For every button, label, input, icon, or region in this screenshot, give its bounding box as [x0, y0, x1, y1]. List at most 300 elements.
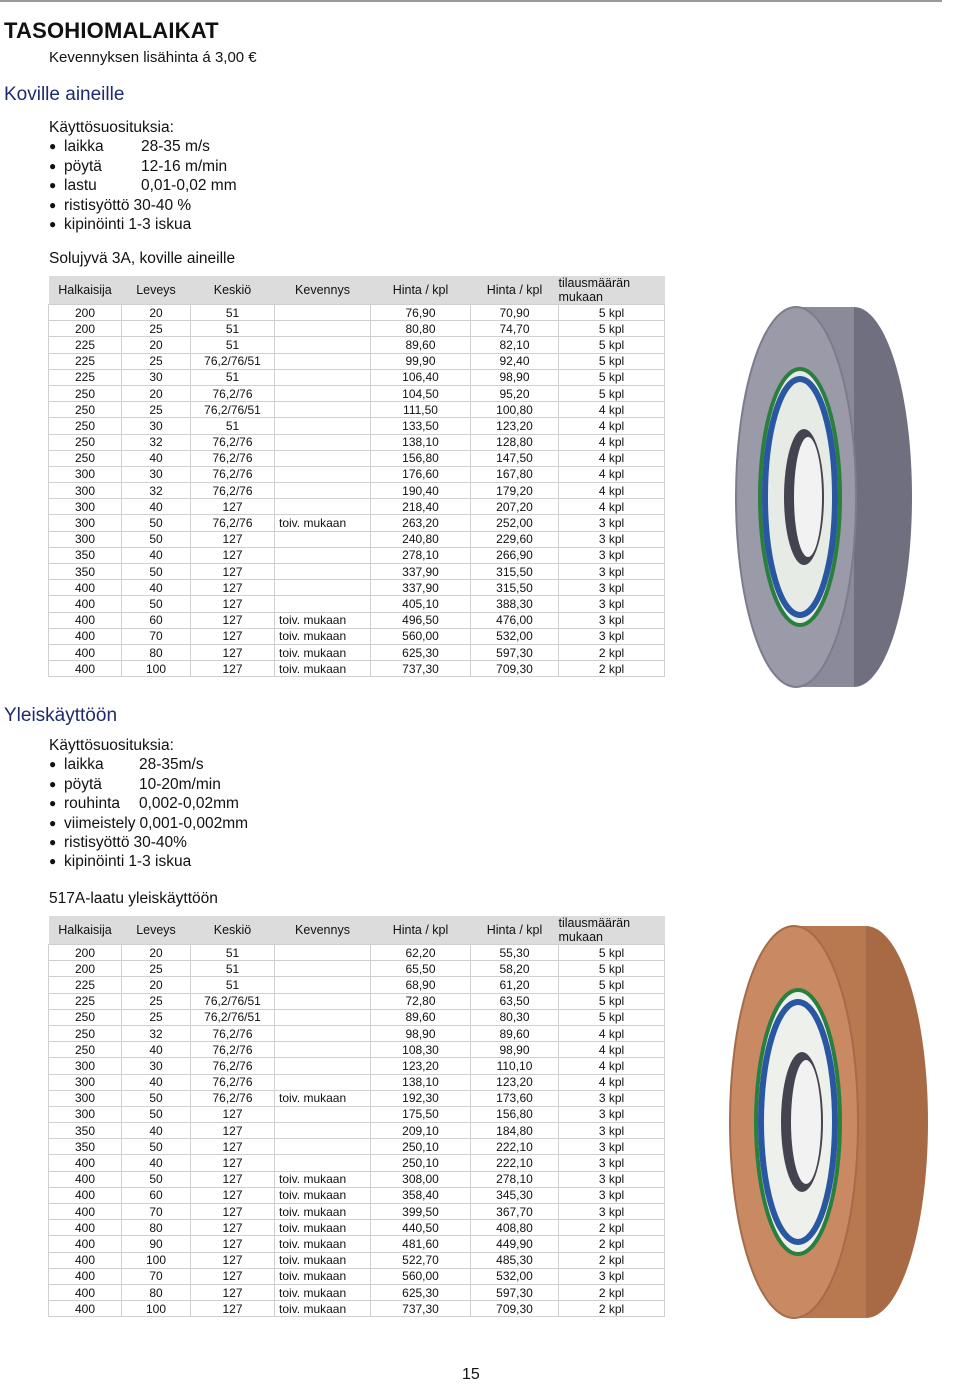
table-cell: 50 — [122, 1106, 191, 1122]
table-cell: 76,2/76/51 — [191, 353, 275, 369]
table-cell: 20 — [122, 337, 191, 353]
table-cell: 400 — [49, 1268, 122, 1284]
table-cell: toiv. mukaan — [275, 1204, 371, 1220]
table-cell: 50 — [122, 531, 191, 547]
top-rule — [0, 0, 942, 2]
table-cell: 184,80 — [471, 1123, 559, 1139]
table-cell: toiv. mukaan — [275, 1090, 371, 1106]
table-cell: 127 — [191, 547, 275, 563]
table-cell: 80,80 — [371, 321, 471, 337]
table-cell: 72,80 — [371, 993, 471, 1009]
table-cell: toiv. mukaan — [275, 515, 371, 531]
table-cell: 25 — [122, 402, 191, 418]
table-cell: 76,2/76 — [191, 515, 275, 531]
table-cell: 400 — [49, 1301, 122, 1317]
table-row — [49, 1139, 665, 1155]
table-cell: 5 kpl — [559, 321, 665, 337]
usage-name: viimeistely — [64, 814, 136, 832]
table-cell: 4 kpl — [559, 1042, 665, 1058]
table-cell: 400 — [49, 580, 122, 596]
table-cell: 250 — [49, 1042, 122, 1058]
usage-block-general — [49, 736, 248, 872]
table-cell: 350 — [49, 1123, 122, 1139]
table-cell: 597,30 — [471, 644, 559, 660]
table-cell: 300 — [49, 483, 122, 499]
usage-name: ristisyöttö — [64, 196, 130, 214]
table-cell: 80 — [122, 644, 191, 660]
table-cell: 100,80 — [471, 402, 559, 418]
table-cell — [275, 1074, 371, 1090]
table-cell: toiv. mukaan — [275, 1268, 371, 1284]
table-cell — [275, 580, 371, 596]
table-cell: 51 — [191, 977, 275, 993]
table-cell: 76,2/76/51 — [191, 1009, 275, 1025]
usage-name: pöytä — [64, 157, 102, 175]
table-cell: 4 kpl — [559, 450, 665, 466]
column-header: Hinta / kpl — [371, 276, 471, 305]
table-cell: 25 — [122, 321, 191, 337]
table-cell: 560,00 — [371, 1268, 471, 1284]
table-cell: 106,40 — [371, 369, 471, 385]
column-header: Keskiö — [191, 276, 275, 305]
table-cell: 80,30 — [471, 1009, 559, 1025]
table-cell: 40 — [122, 1155, 191, 1171]
table-cell: 40 — [122, 1123, 191, 1139]
table-cell: 50 — [122, 1171, 191, 1187]
table-cell: 532,00 — [471, 1268, 559, 1284]
table-cell: 76,2/76/51 — [191, 402, 275, 418]
table-cell: 5 kpl — [559, 305, 665, 321]
table-cell: 76,2/76 — [191, 434, 275, 450]
table-cell: 61,20 — [471, 977, 559, 993]
table-cell: 250 — [49, 434, 122, 450]
bullet-icon: ● — [49, 815, 57, 830]
table-cell: 76,2/76 — [191, 466, 275, 482]
table-cell: toiv. mukaan — [275, 1220, 371, 1236]
table-cell: 250 — [49, 450, 122, 466]
table-cell — [275, 321, 371, 337]
table-cell: 127 — [191, 531, 275, 547]
table-cell: 127 — [191, 564, 275, 580]
table-cell: 190,40 — [371, 483, 471, 499]
table-cell: 127 — [191, 1204, 275, 1220]
table-cell: 192,30 — [371, 1090, 471, 1106]
table-cell: 4 kpl — [559, 499, 665, 515]
table-row — [49, 977, 665, 993]
table-cell: 127 — [191, 580, 275, 596]
table-cell: 127 — [191, 1252, 275, 1268]
table-caption-hard: Solujyvä 3A, koville aineille — [49, 250, 236, 267]
table-row — [49, 1171, 665, 1187]
table-row — [49, 1284, 665, 1300]
table-row — [49, 499, 665, 515]
table-row — [49, 612, 665, 628]
table-cell: 127 — [191, 1123, 275, 1139]
table-cell: 266,90 — [471, 547, 559, 563]
table-cell: 76,2/76/51 — [191, 993, 275, 1009]
table-cell: 200 — [49, 321, 122, 337]
table-cell: 95,20 — [471, 385, 559, 401]
usage-title: Käyttösuosituksia: — [49, 119, 174, 136]
table-cell: 111,50 — [371, 402, 471, 418]
table-cell — [275, 1058, 371, 1074]
table-cell: 5 kpl — [559, 1009, 665, 1025]
table-cell: 400 — [49, 1155, 122, 1171]
table-cell: 25 — [122, 961, 191, 977]
table-cell: 98,90 — [471, 1042, 559, 1058]
table-row — [49, 337, 665, 353]
table-cell: 4 kpl — [559, 1074, 665, 1090]
table-cell: toiv. mukaan — [275, 1171, 371, 1187]
table-cell — [275, 434, 371, 450]
table-cell: 89,60 — [371, 1009, 471, 1025]
table-cell: 481,60 — [371, 1236, 471, 1252]
table-row — [49, 547, 665, 563]
column-header: Hinta / kpl — [371, 916, 471, 945]
table-cell: 50 — [122, 515, 191, 531]
table-cell: 3 kpl — [559, 547, 665, 563]
column-header: tilausmäärän mukaan — [559, 276, 665, 305]
usage-list — [49, 755, 248, 871]
usage-item — [49, 852, 248, 871]
table-cell: 5 kpl — [559, 961, 665, 977]
table-cell: 133,50 — [371, 418, 471, 434]
table-row — [49, 1123, 665, 1139]
table-cell: toiv. mukaan — [275, 1284, 371, 1300]
table-cell: 300 — [49, 1090, 122, 1106]
table-cell — [275, 1009, 371, 1025]
table-cell: 138,10 — [371, 1074, 471, 1090]
table-cell: 76,2/76 — [191, 1090, 275, 1106]
usage-item — [49, 775, 248, 794]
table-cell: 123,20 — [371, 1058, 471, 1074]
table-row — [49, 961, 665, 977]
usage-item — [49, 814, 248, 833]
usage-name: kipinöinti — [64, 853, 125, 871]
column-header: Keskiö — [191, 916, 275, 945]
table-row — [49, 1187, 665, 1203]
table-cell: 76,2/76 — [191, 483, 275, 499]
usage-item — [49, 176, 237, 195]
table-cell: 222,10 — [471, 1139, 559, 1155]
table-cell: 147,50 — [471, 450, 559, 466]
table-cell: 127 — [191, 1155, 275, 1171]
table-cell: 40 — [122, 580, 191, 596]
table-cell: 278,10 — [471, 1171, 559, 1187]
usage-value: 28-35m/s — [139, 756, 204, 774]
usage-value: 0,01-0,02 mm — [141, 177, 237, 195]
table-cell: 250 — [49, 1009, 122, 1025]
table-row — [49, 1025, 665, 1041]
table-cell: 20 — [122, 945, 191, 961]
table-cell: 76,2/76 — [191, 1074, 275, 1090]
table-cell: toiv. mukaan — [275, 1187, 371, 1203]
table-cell: 225 — [49, 977, 122, 993]
table-cell: 127 — [191, 1171, 275, 1187]
table-cell: 20 — [122, 305, 191, 321]
table-cell: 70 — [122, 1204, 191, 1220]
table-cell: 5 kpl — [559, 337, 665, 353]
table-cell: 207,20 — [471, 499, 559, 515]
table-cell: 40 — [122, 450, 191, 466]
column-header: Halkaisija — [49, 916, 122, 945]
column-header: Leveys — [122, 916, 191, 945]
table-cell — [275, 1106, 371, 1122]
table-cell: 315,50 — [471, 564, 559, 580]
table-cell: 98,90 — [471, 369, 559, 385]
column-header: Kevennys — [275, 916, 371, 945]
table-cell: 3 kpl — [559, 1123, 665, 1139]
table-cell: 3 kpl — [559, 1090, 665, 1106]
table-cell — [275, 1123, 371, 1139]
table-cell: 55,30 — [471, 945, 559, 961]
table-cell: 240,80 — [371, 531, 471, 547]
table-cell: 32 — [122, 434, 191, 450]
table-cell: 300 — [49, 499, 122, 515]
table-cell: 737,30 — [371, 1301, 471, 1317]
table-cell: 127 — [191, 1301, 275, 1317]
bullet-icon: ● — [49, 776, 57, 791]
table-row — [49, 644, 665, 660]
table-cell: 51 — [191, 945, 275, 961]
section-heading-hard: Koville aineille — [4, 84, 125, 105]
usage-value: 28-35 m/s — [141, 138, 210, 156]
grinding-wheel-grey-image — [704, 272, 960, 692]
table-row — [49, 1042, 665, 1058]
table-cell: 400 — [49, 661, 122, 677]
table-caption-general: 517A-laatu yleiskäyttöön — [49, 890, 218, 907]
table-row — [49, 434, 665, 450]
table-cell: 308,00 — [371, 1171, 471, 1187]
grinding-wheel-orange-image — [694, 912, 960, 1324]
table-cell: 51 — [191, 961, 275, 977]
table-cell: 50 — [122, 1139, 191, 1155]
table-cell: 300 — [49, 531, 122, 547]
table-cell: 60 — [122, 612, 191, 628]
table-cell: 300 — [49, 1058, 122, 1074]
table-row — [49, 1074, 665, 1090]
table-cell: 278,10 — [371, 547, 471, 563]
table-cell: 123,20 — [471, 418, 559, 434]
table-cell: 449,90 — [471, 1236, 559, 1252]
page-title: TASOHIOMALAIKAT — [4, 18, 219, 43]
table-cell: 625,30 — [371, 1284, 471, 1300]
table-cell: 2 kpl — [559, 1220, 665, 1236]
table-cell: 156,80 — [471, 1106, 559, 1122]
table-cell: 400 — [49, 1220, 122, 1236]
table-cell: 225 — [49, 337, 122, 353]
usage-name: kipinöinti — [64, 216, 125, 234]
usage-item — [49, 157, 237, 176]
table-cell: 51 — [191, 337, 275, 353]
table-cell: 30 — [122, 1058, 191, 1074]
table-cell: 108,30 — [371, 1042, 471, 1058]
table-cell: 128,80 — [471, 434, 559, 450]
table-cell — [275, 596, 371, 612]
table-cell — [275, 531, 371, 547]
table-row — [49, 466, 665, 482]
table-cell: 89,60 — [471, 1025, 559, 1041]
table-cell: 218,40 — [371, 499, 471, 515]
table-cell: 3 kpl — [559, 1106, 665, 1122]
table-cell: 76,2/76 — [191, 385, 275, 401]
table-cell: 2 kpl — [559, 1284, 665, 1300]
table-cell — [275, 369, 371, 385]
table-cell: 40 — [122, 1042, 191, 1058]
table-cell: 60 — [122, 1187, 191, 1203]
table-cell: 80 — [122, 1220, 191, 1236]
table-cell: 225 — [49, 353, 122, 369]
usage-title: Käyttösuosituksia: — [49, 737, 174, 754]
table-cell: 127 — [191, 1106, 275, 1122]
usage-item — [49, 137, 237, 156]
table-row — [49, 369, 665, 385]
table-row — [49, 564, 665, 580]
table-cell: 51 — [191, 321, 275, 337]
table-cell: 5 kpl — [559, 977, 665, 993]
table-cell: 20 — [122, 977, 191, 993]
table-cell: 50 — [122, 1090, 191, 1106]
table-cell: 90 — [122, 1236, 191, 1252]
table-cell: 2 kpl — [559, 644, 665, 660]
table-cell: 597,30 — [471, 1284, 559, 1300]
table-cell: 250 — [49, 1025, 122, 1041]
table-cell: 138,10 — [371, 434, 471, 450]
table-row — [49, 305, 665, 321]
table-cell: toiv. mukaan — [275, 1301, 371, 1317]
table-cell: 400 — [49, 1236, 122, 1252]
usage-name: laikka — [64, 138, 104, 156]
table-row — [49, 661, 665, 677]
column-header: Hinta / kpl — [471, 276, 559, 305]
table-cell: 167,80 — [471, 466, 559, 482]
table-cell: 485,30 — [471, 1252, 559, 1268]
table-cell: 367,70 — [471, 1204, 559, 1220]
table-cell: 5 kpl — [559, 945, 665, 961]
table-cell — [275, 961, 371, 977]
table-row — [49, 1058, 665, 1074]
table-cell: 250,10 — [371, 1139, 471, 1155]
column-header: Leveys — [122, 276, 191, 305]
table-cell: 3 kpl — [559, 1187, 665, 1203]
table-cell: 76,2/76 — [191, 1042, 275, 1058]
bullet-icon: ● — [49, 217, 57, 232]
usage-name: pöytä — [64, 775, 102, 793]
table-cell: 127 — [191, 644, 275, 660]
table-cell: 127 — [191, 1139, 275, 1155]
table-cell — [275, 1025, 371, 1041]
usage-value: 1-3 iskua — [128, 216, 192, 234]
table-cell: 32 — [122, 1025, 191, 1041]
bullet-icon: ● — [49, 835, 57, 850]
table-cell: 400 — [49, 612, 122, 628]
table-cell: 4 kpl — [559, 434, 665, 450]
table-cell: 127 — [191, 1220, 275, 1236]
table-cell — [275, 564, 371, 580]
table-cell: 625,30 — [371, 644, 471, 660]
table-cell — [275, 1155, 371, 1171]
page-subtitle: Kevennyksen lisähinta á 3,00 € — [49, 49, 257, 66]
table-cell: 80 — [122, 1284, 191, 1300]
table-cell: 345,30 — [471, 1187, 559, 1203]
table-cell: 76,90 — [371, 305, 471, 321]
table-cell: 3 kpl — [559, 1155, 665, 1171]
table-cell: 20 — [122, 385, 191, 401]
usage-item — [49, 833, 248, 852]
table-cell — [275, 337, 371, 353]
table-cell: 5 kpl — [559, 369, 665, 385]
table-cell: 209,10 — [371, 1123, 471, 1139]
table-cell: 250 — [49, 385, 122, 401]
table-cell: 2 kpl — [559, 1252, 665, 1268]
table-cell: 225 — [49, 993, 122, 1009]
table-row — [49, 1009, 665, 1025]
table-cell: 476,00 — [471, 612, 559, 628]
table-cell: 127 — [191, 612, 275, 628]
table-cell: 3 kpl — [559, 612, 665, 628]
table-cell: 522,70 — [371, 1252, 471, 1268]
bullet-icon: ● — [49, 757, 57, 772]
table-row — [49, 418, 665, 434]
usage-value: 30-40 % — [133, 196, 192, 214]
table-cell: 76,2/76 — [191, 1025, 275, 1041]
table-cell — [275, 1042, 371, 1058]
table-cell: 709,30 — [471, 1301, 559, 1317]
table-cell — [275, 418, 371, 434]
table-cell: 4 kpl — [559, 402, 665, 418]
table-cell: 32 — [122, 483, 191, 499]
table-cell: 127 — [191, 628, 275, 644]
table-cell — [275, 450, 371, 466]
table-row — [49, 515, 665, 531]
table-cell: 100 — [122, 1252, 191, 1268]
table-cell: 30 — [122, 369, 191, 385]
table-row — [49, 945, 665, 961]
table-cell: 127 — [191, 1284, 275, 1300]
usage-name: rouhinta — [64, 795, 121, 813]
page-number: 15 — [462, 1366, 480, 1383]
table-row — [49, 993, 665, 1009]
table-cell: 315,50 — [471, 580, 559, 596]
table-cell: 70 — [122, 628, 191, 644]
table-cell: 4 kpl — [559, 466, 665, 482]
table-cell: 179,20 — [471, 483, 559, 499]
table-row — [49, 1252, 665, 1268]
table-cell: 532,00 — [471, 628, 559, 644]
table-cell: 229,60 — [471, 531, 559, 547]
table-cell: 200 — [49, 305, 122, 321]
usage-value: 10-20m/min — [139, 775, 221, 793]
table-row — [49, 628, 665, 644]
table-cell: 4 kpl — [559, 1058, 665, 1074]
table-cell: 709,30 — [471, 661, 559, 677]
table-cell: 2 kpl — [559, 1301, 665, 1317]
table-cell: 3 kpl — [559, 1204, 665, 1220]
table-cell: 127 — [191, 1236, 275, 1252]
table-cell: 89,60 — [371, 337, 471, 353]
table-cell: 40 — [122, 547, 191, 563]
bullet-icon: ● — [49, 178, 57, 193]
table-cell: 400 — [49, 628, 122, 644]
table-cell: toiv. mukaan — [275, 1236, 371, 1252]
table-cell: 30 — [122, 466, 191, 482]
table-cell: 40 — [122, 499, 191, 515]
table-cell — [275, 483, 371, 499]
table-cell: 337,90 — [371, 580, 471, 596]
table-cell: 400 — [49, 1204, 122, 1220]
table-cell: 358,40 — [371, 1187, 471, 1203]
table-row — [49, 483, 665, 499]
